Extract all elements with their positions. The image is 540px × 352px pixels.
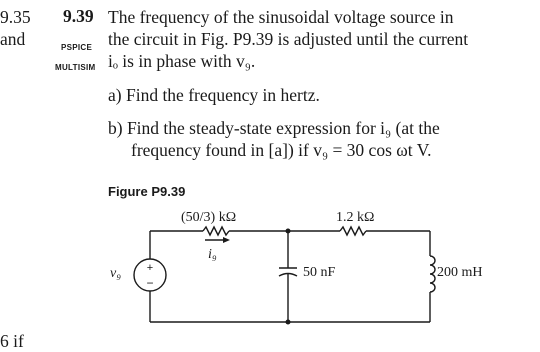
intro-line-1: The frequency of the sinusoidal voltage source in bbox=[108, 7, 454, 27]
resistor-1 bbox=[203, 227, 229, 235]
figure-title: Figure P9.39 bbox=[108, 184, 186, 199]
tag-multisim: MULTISIM bbox=[55, 63, 96, 72]
intro-line-3: iₒ is in phase with v₉. bbox=[108, 51, 256, 71]
tag-pspice: PSPICE bbox=[61, 43, 93, 52]
part-b-line-1: b) Find the steady-state expression for i₉ (at the bbox=[108, 118, 440, 138]
r1-label: (50/3) kΩ bbox=[181, 210, 237, 225]
plus-sign: + bbox=[146, 262, 154, 274]
problem-number: 9.39 bbox=[63, 6, 94, 26]
junction-top bbox=[286, 229, 291, 234]
r2-label: 1.2 kΩ bbox=[336, 210, 375, 225]
resistor-2 bbox=[340, 227, 366, 235]
margin-prev-word: and bbox=[0, 29, 26, 49]
part-a: a) Find the frequency in hertz. bbox=[108, 85, 320, 105]
current-arrow-head bbox=[223, 237, 230, 243]
current-label: i₉ bbox=[208, 247, 217, 262]
margin-next-text: 6 if bbox=[0, 331, 24, 351]
inductor bbox=[430, 256, 435, 292]
ind-label: 200 mH bbox=[437, 265, 483, 280]
minus-sign: − bbox=[146, 276, 154, 290]
part-b-line-2: frequency found in [a]) if v₉ = 30 cos ωt V. bbox=[131, 140, 432, 160]
junction-bottom bbox=[286, 320, 291, 325]
cap-label: 50 nF bbox=[303, 265, 336, 280]
source-label: v₉ bbox=[110, 266, 122, 281]
intro-line-2: the circuit in Fig. P9.39 is adjusted until the current bbox=[108, 29, 469, 49]
margin-prev-number: 9.35 bbox=[0, 7, 31, 27]
